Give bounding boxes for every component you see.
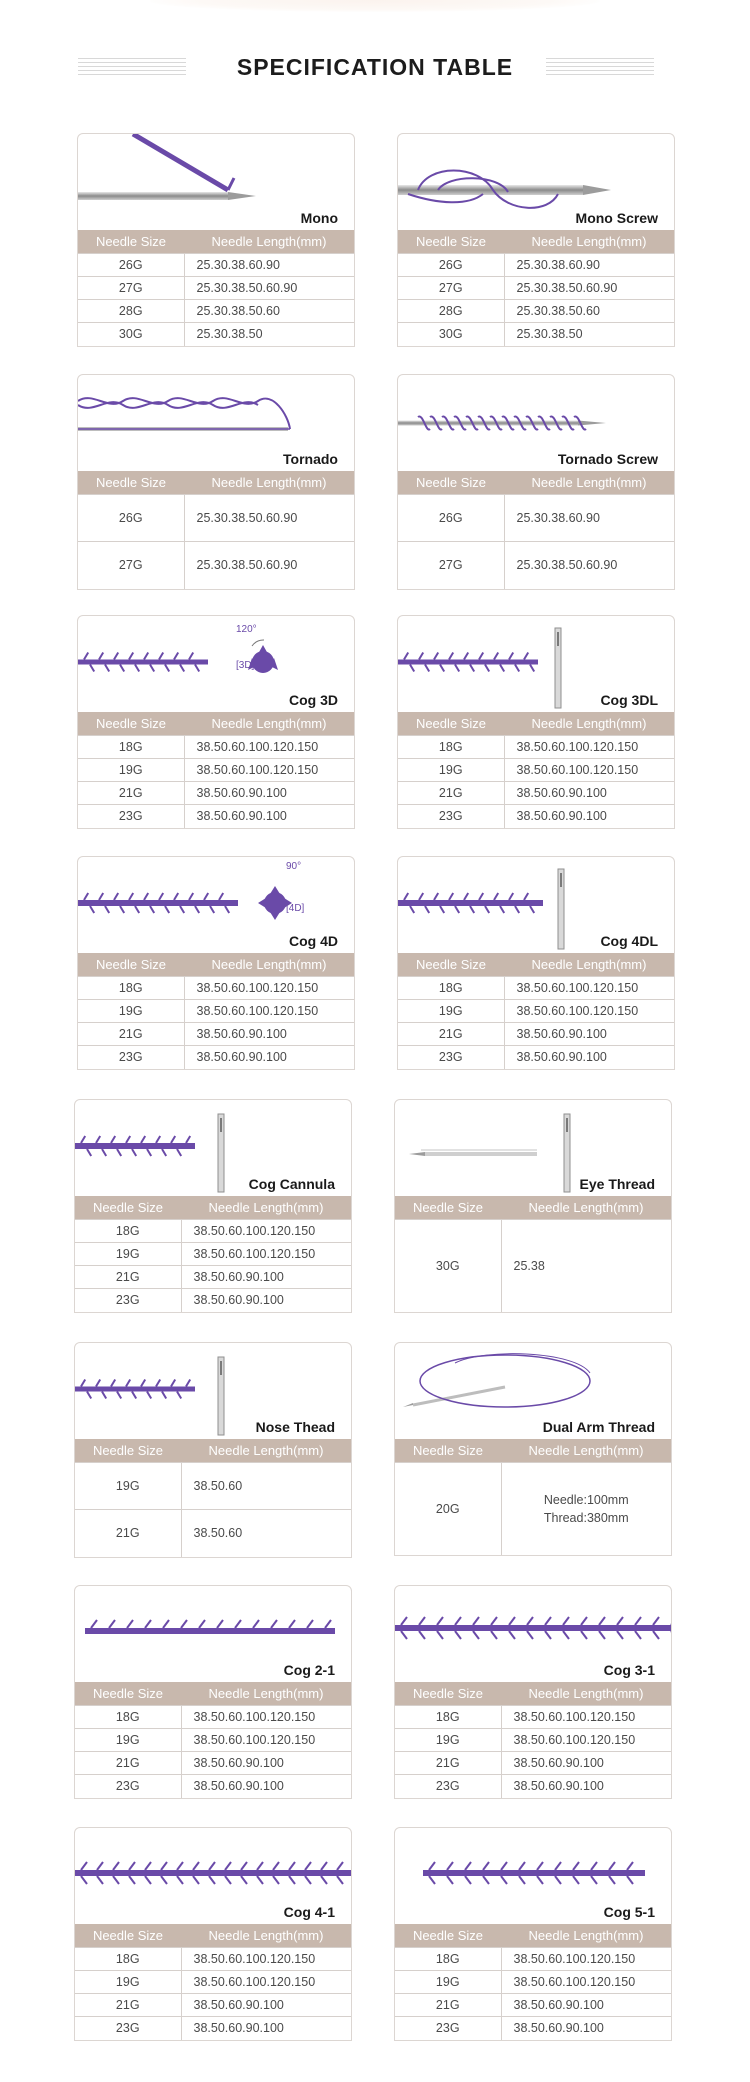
product-name: Cog 5-1 [603,1904,655,1920]
spec-table [398,712,674,828]
product-name: Cog 3-1 [603,1662,655,1678]
needle-size-cell: 23G [75,1775,181,1798]
needle-size-cell: 19G [395,1971,501,1994]
spec-table [75,1196,351,1312]
table-header-row [398,471,674,495]
needle-size-cell: 26G [78,254,184,277]
table-row [398,805,674,828]
product-name: Cog Cannula [248,1176,335,1192]
needle-length-cell: 38.50.60.100.120.150 [181,1948,351,1971]
header-needle-length: Needle Length(mm) [504,471,674,495]
table-header-row [78,230,354,254]
table-row [78,759,354,782]
table-header-row [75,1682,351,1706]
needle-length-cell: 25.30.38.50.60.90 [184,277,354,300]
header-needle-length: Needle Length(mm) [501,1439,671,1463]
product-image [398,375,674,471]
needle-size-cell: 23G [395,1775,501,1798]
spec-table [395,1439,671,1555]
needle-length-cell: 38.50.60.100.120.150 [501,1948,671,1971]
table-row [78,323,354,346]
table-row [75,1463,351,1510]
needle-size-cell: 18G [398,736,504,759]
header-needle-size: Needle Size [398,471,504,495]
needle-length-cell: 38.50.60.90.100 [501,1775,671,1798]
product-image [398,616,674,712]
product-image [398,857,674,953]
spec-table [395,1682,671,1798]
needle-size-cell: 19G [75,1463,181,1510]
product-name: Cog 3D [289,692,338,708]
needle-size-cell: 27G [398,542,504,589]
product-card-mono-screw [397,133,675,347]
needle-length-cell: 38.50.60.90.100 [184,805,354,828]
spec-table [75,1924,351,2040]
header-needle-size: Needle Size [78,230,184,254]
product-image [395,1100,671,1196]
table-row [398,300,674,323]
needle-length-cell: 25.38 [501,1220,671,1312]
needle-length-cell: 38.50.60.90.100 [181,1266,351,1289]
product-card-cog-4dl [397,856,675,1070]
diagram-label: 90° [286,861,302,872]
needle-length-cell: 38.50.60.100.120.150 [181,1706,351,1729]
needle-length-cell: 38.50.60.100.120.150 [184,977,354,1000]
product-image [78,857,354,953]
product-card-cog-4-1 [74,1827,352,2041]
needle-length-cell: 38.50.60.90.100 [181,1752,351,1775]
table-row [395,1220,671,1312]
needle-length-cell: 25.30.38.50.60 [504,300,674,323]
product-image [395,1828,671,1924]
header-needle-size: Needle Size [75,1196,181,1220]
table-row [398,736,674,759]
table-row [395,1775,671,1798]
needle-size-cell: 26G [398,254,504,277]
needle-length-cell: 38.50.60.90.100 [501,1752,671,1775]
needle-length-cell: 38.50.60 [181,1463,351,1510]
table-row [75,1729,351,1752]
needle-length-cell: 38.50.60.90.100 [501,1994,671,2017]
product-card-cog-4d [77,856,355,1070]
needle-length-cell: 25.30.38.50.60.90 [184,495,354,542]
table-row [78,254,354,277]
needle-size-cell: 21G [75,1510,181,1557]
table-row [75,1948,351,1971]
needle-size-cell: 19G [78,759,184,782]
table-row [395,2017,671,2040]
needle-size-cell: 20G [395,1463,501,1555]
needle-length-cell: 38.50.60.90.100 [181,1775,351,1798]
needle-size-cell: 21G [398,782,504,805]
needle-size-cell: 23G [78,1046,184,1069]
product-name: Tornado [283,451,338,467]
table-row [398,977,674,1000]
product-card-mono [77,133,355,347]
product-name: Cog 4D [289,933,338,949]
product-name: Cog 4-1 [283,1904,335,1920]
table-row [395,1994,671,2017]
needle-length-cell: 25.30.38.60.90 [184,254,354,277]
table-row [78,782,354,805]
header-decoration-right [546,58,654,76]
needle-size-cell: 30G [398,323,504,346]
table-row [75,1510,351,1557]
needle-size-cell: 18G [75,1948,181,1971]
table-row [75,1289,351,1312]
needle-size-cell: 19G [398,759,504,782]
needle-size-cell: 27G [78,542,184,589]
spec-table [78,471,354,589]
needle-size-cell: 18G [75,1706,181,1729]
product-name: Cog 2-1 [283,1662,335,1678]
header-needle-size: Needle Size [395,1682,501,1706]
needle-length-cell: 38.50.60.100.120.150 [181,1220,351,1243]
needle-size-cell: 19G [75,1971,181,1994]
needle-size-cell: 21G [75,1994,181,2017]
table-row [398,542,674,589]
table-row [75,1220,351,1243]
table-header-row [75,1439,351,1463]
table-row [75,1971,351,1994]
header-needle-size: Needle Size [75,1682,181,1706]
table-header-row [398,712,674,736]
needle-size-cell: 23G [75,2017,181,2040]
needle-size-cell: 19G [78,1000,184,1023]
table-header-row [395,1439,671,1463]
needle-length-cell: 38.50.60.100.120.150 [501,1706,671,1729]
header-needle-length: Needle Length(mm) [501,1682,671,1706]
table-row [78,300,354,323]
needle-size-cell: 19G [75,1243,181,1266]
needle-size-cell: 18G [398,977,504,1000]
needle-size-cell: 19G [75,1729,181,1752]
table-row [398,1000,674,1023]
header-needle-length: Needle Length(mm) [504,953,674,977]
needle-size-cell: 23G [395,2017,501,2040]
needle-size-cell: 27G [78,277,184,300]
table-row [398,495,674,542]
table-row [398,759,674,782]
table-row [75,1243,351,1266]
header-needle-length: Needle Length(mm) [501,1196,671,1220]
product-image [78,134,354,230]
spec-table [395,1196,671,1312]
needle-length-cell: 38.50.60.100.120.150 [184,759,354,782]
needle-size-cell: 21G [78,782,184,805]
table-row [78,1023,354,1046]
product-image [75,1828,351,1924]
product-name: Cog 3DL [600,692,658,708]
header-needle-length: Needle Length(mm) [184,471,354,495]
table-row [78,277,354,300]
needle-length-cell: 25.30.38.60.90 [504,495,674,542]
needle-size-cell: 18G [75,1220,181,1243]
header-needle-length: Needle Length(mm) [501,1924,671,1948]
needle-size-cell: 28G [398,300,504,323]
header-needle-size: Needle Size [75,1439,181,1463]
needle-size-cell: 18G [395,1706,501,1729]
table-header-row [398,230,674,254]
needle-length-cell: Needle:100mm Thread:380mm [501,1463,671,1555]
needle-length-cell: 38.50.60.90.100 [504,1046,674,1069]
header-needle-length: Needle Length(mm) [184,712,354,736]
needle-length-cell: 38.50.60.100.120.150 [184,736,354,759]
table-header-row [395,1682,671,1706]
table-header-row [78,471,354,495]
table-header-row [75,1196,351,1220]
table-row [398,323,674,346]
product-card-nose-thead [74,1342,352,1558]
top-banner-fade [150,0,600,12]
needle-size-cell: 26G [398,495,504,542]
diagram-label: [4D] [286,903,305,914]
section-header [0,48,750,88]
needle-length-cell: 38.50.60.100.120.150 [504,736,674,759]
needle-size-cell: 21G [78,1023,184,1046]
spec-table [398,953,674,1069]
table-header-row [78,712,354,736]
product-image [75,1100,351,1196]
product-image [78,375,354,471]
needle-size-cell: 19G [395,1729,501,1752]
spec-table [78,230,354,346]
header-needle-size: Needle Size [398,953,504,977]
table-header-row [75,1924,351,1948]
page-title: SPECIFICATION TABLE [236,54,514,80]
needle-size-cell: 18G [395,1948,501,1971]
table-header-row [78,953,354,977]
table-row [75,2017,351,2040]
spec-table [78,953,354,1069]
needle-length-cell: 38.50.60.90.100 [504,782,674,805]
product-image [395,1343,671,1439]
needle-size-cell: 23G [398,1046,504,1069]
product-card-cog-2-1 [74,1585,352,1799]
table-row [395,1729,671,1752]
header-needle-size: Needle Size [395,1196,501,1220]
needle-size-cell: 18G [78,736,184,759]
product-card-dual-arm-thread [394,1342,672,1556]
header-needle-size: Needle Size [78,471,184,495]
table-row [395,1463,671,1555]
needle-length-cell: 38.50.60.90.100 [181,2017,351,2040]
table-row [398,1023,674,1046]
needle-length-cell: 25.30.38.50.60.90 [184,542,354,589]
table-row [395,1706,671,1729]
table-row [78,736,354,759]
product-image [75,1343,351,1439]
needle-size-cell: 27G [398,277,504,300]
needle-length-cell: 38.50.60.100.120.150 [504,977,674,1000]
header-needle-size: Needle Size [398,230,504,254]
product-name: Tornado Screw [557,451,658,467]
spec-table [75,1439,351,1557]
table-row [75,1775,351,1798]
product-name: Dual Arm Thread [542,1419,655,1435]
needle-length-cell: 25.30.38.50.60.90 [504,277,674,300]
needle-size-cell: 23G [75,1289,181,1312]
table-row [75,1752,351,1775]
product-card-eye-thread [394,1099,672,1313]
needle-length-cell: 38.50.60.100.120.150 [184,1000,354,1023]
needle-size-cell: 19G [398,1000,504,1023]
spec-table [78,712,354,828]
product-image [78,616,354,712]
needle-length-cell: 25.30.38.60.90 [504,254,674,277]
table-row [398,277,674,300]
header-needle-size: Needle Size [78,953,184,977]
header-needle-length: Needle Length(mm) [181,1439,351,1463]
needle-size-cell: 23G [78,805,184,828]
needle-length-cell: 38.50.60.100.120.150 [181,1729,351,1752]
table-row [398,1046,674,1069]
header-needle-length: Needle Length(mm) [504,712,674,736]
needle-length-cell: 38.50.60.100.120.150 [501,1971,671,1994]
table-row [395,1948,671,1971]
needle-size-cell: 28G [78,300,184,323]
needle-length-cell: 38.50.60.90.100 [504,805,674,828]
needle-length-cell: 38.50.60.90.100 [184,1023,354,1046]
needle-length-cell: 38.50.60.100.120.150 [181,1971,351,1994]
header-needle-size: Needle Size [78,712,184,736]
table-row [78,805,354,828]
header-needle-length: Needle Length(mm) [181,1682,351,1706]
table-row [78,495,354,542]
product-card-tornado-screw [397,374,675,590]
product-name: Mono [300,210,338,226]
table-row [78,542,354,589]
table-row [395,1971,671,1994]
product-image [75,1586,351,1682]
spec-table [395,1924,671,2040]
needle-length-cell: 38.50.60.100.120.150 [181,1243,351,1266]
product-card-cog-3-1 [394,1585,672,1799]
needle-length-cell: 38.50.60.90.100 [181,1994,351,2017]
needle-length-cell: 38.50.60.90.100 [181,1289,351,1312]
header-needle-length: Needle Length(mm) [184,953,354,977]
diagram-label: 120° [236,624,257,635]
table-row [75,1706,351,1729]
needle-length-cell: 25.30.38.50.60 [184,300,354,323]
table-header-row [398,953,674,977]
product-card-cog-5-1 [394,1827,672,2041]
needle-length-cell: 38.50.60.90.100 [504,1023,674,1046]
product-name: Mono Screw [575,210,658,226]
spec-table [398,471,674,589]
table-row [75,1994,351,2017]
needle-size-cell: 23G [398,805,504,828]
needle-size-cell: 18G [78,977,184,1000]
product-image [398,134,674,230]
product-name: Cog 4DL [600,933,658,949]
header-needle-size: Needle Size [398,712,504,736]
needle-size-cell: 21G [395,1752,501,1775]
header-needle-length: Needle Length(mm) [504,230,674,254]
header-needle-size: Needle Size [395,1924,501,1948]
needle-size-cell: 21G [75,1752,181,1775]
table-row [78,977,354,1000]
needle-length-cell: 38.50.60.90.100 [184,1046,354,1069]
needle-length-cell: 38.50.60.90.100 [501,2017,671,2040]
header-needle-length: Needle Length(mm) [181,1924,351,1948]
needle-size-cell: 21G [75,1266,181,1289]
product-image [395,1586,671,1682]
header-needle-size: Needle Size [395,1439,501,1463]
table-row [78,1046,354,1069]
needle-length-cell: 25.30.38.50 [184,323,354,346]
table-row [78,1000,354,1023]
needle-length-cell: 25.30.38.50 [504,323,674,346]
needle-size-cell: 21G [398,1023,504,1046]
table-row [398,254,674,277]
spec-table [75,1682,351,1798]
product-name: Eye Thread [579,1176,655,1192]
needle-length-cell: 38.50.60 [181,1510,351,1557]
needle-length-cell: 38.50.60.100.120.150 [501,1729,671,1752]
product-card-tornado [77,374,355,590]
table-header-row [395,1924,671,1948]
needle-length-cell: 38.50.60.100.120.150 [504,1000,674,1023]
product-name: Nose Thead [255,1419,335,1435]
needle-length-cell: 38.50.60.100.120.150 [504,759,674,782]
table-row [75,1266,351,1289]
spec-table [398,230,674,346]
product-card-cog-3d [77,615,355,829]
header-needle-length: Needle Length(mm) [181,1196,351,1220]
table-row [395,1752,671,1775]
needle-size-cell: 26G [78,495,184,542]
needle-size-cell: 21G [395,1994,501,2017]
diagram-label: [3D] [236,660,255,671]
header-needle-size: Needle Size [75,1924,181,1948]
header-needle-length: Needle Length(mm) [184,230,354,254]
needle-length-cell: 38.50.60.90.100 [184,782,354,805]
product-card-cog-cannula [74,1099,352,1313]
table-row [398,782,674,805]
needle-length-cell: 25.30.38.50.60.90 [504,542,674,589]
product-card-cog-3dl [397,615,675,829]
table-header-row [395,1196,671,1220]
needle-size-cell: 30G [395,1220,501,1312]
needle-size-cell: 30G [78,323,184,346]
